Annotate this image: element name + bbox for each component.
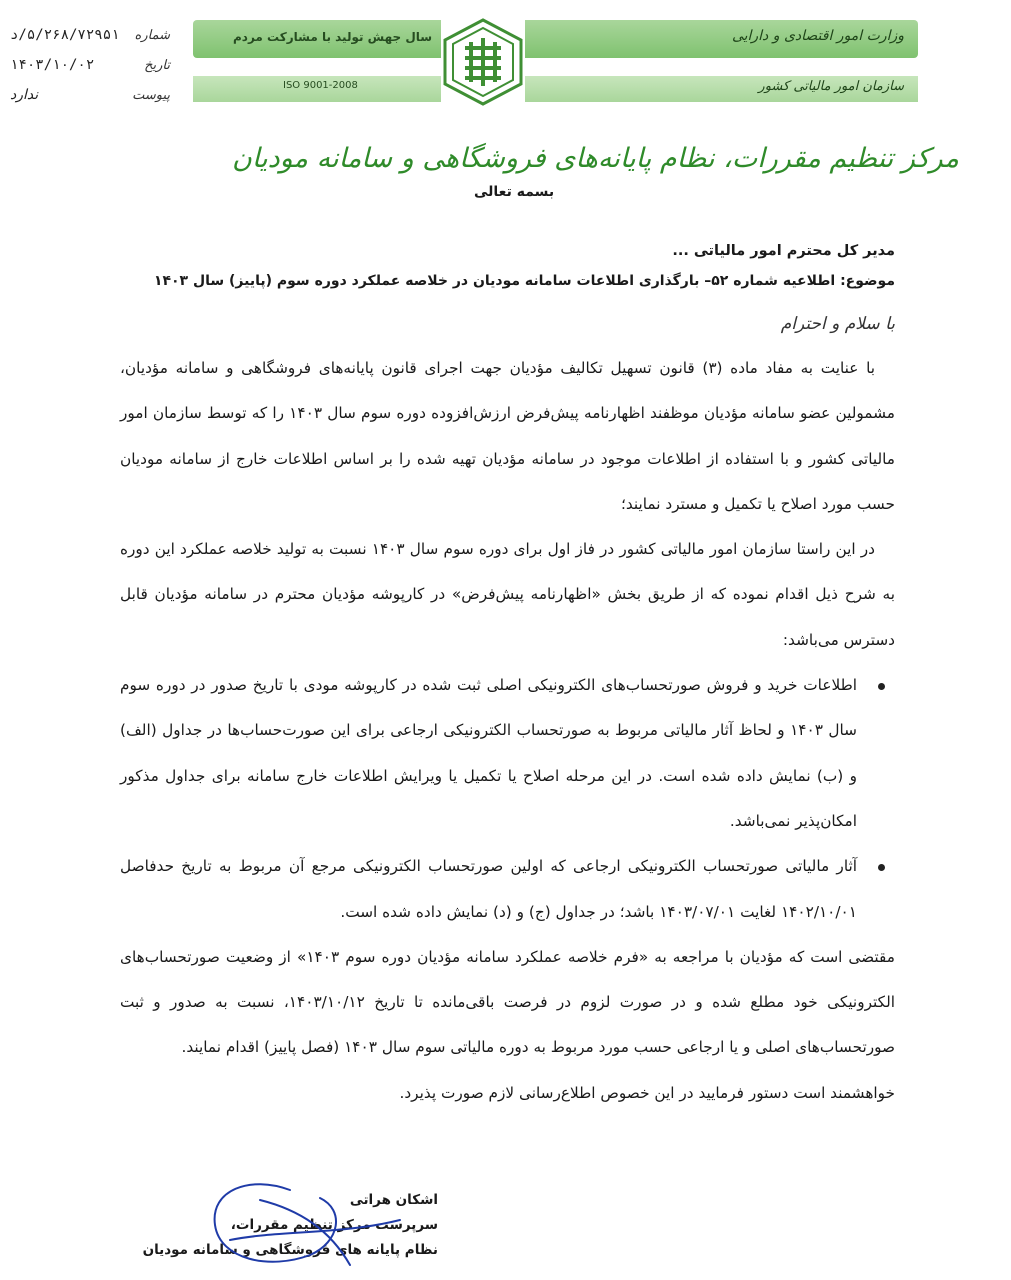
letter-date-value: ۱۴۰۳/۱۰/۰۲ — [10, 57, 95, 73]
signatory-name: اشکان هراتی — [349, 1192, 438, 1208]
ministry-name: وزارت امور اقتصادی و دارایی — [731, 28, 904, 44]
bullet-1-text: اطلاعات خرید و فروش صورتحساب‌های الکترونیکی اصلی ثبت شده در کارپوشه مودی با تاریخ صدور در دوره سوم سال ۱۴۰۳ و لحاظ آثار مالیاتی مربوط به صورتحساب الکترونیکی ارجاعی برای این صورت‌حساب‌ها در جداول (الف) و (ب) نمایش داده شده است. در این مرحله اصلاح یا تکمیل یا ویرایش اطلاعات خارج سامانه برای جداول مذکور امکان‌پذیر نمی‌باشد. — [120, 676, 857, 830]
attachment-label: پیوست — [132, 88, 170, 103]
bullet-icon — [878, 683, 885, 690]
signatory-title-line-2: نظام پایانه های فروشگاهی و سامانه مودیان — [142, 1242, 438, 1258]
signature-block — [142, 1188, 438, 1263]
attachment-row — [10, 80, 170, 110]
handwritten-signature — [140, 1170, 440, 1280]
paragraph-3: مقتضی است که مؤدیان با مراجعه به «فرم خلاصه عملکرد سامانه مؤدیان دوره سوم ۱۴۰۳» از وضعیت صورتحساب‌های الکترونیکی خود مطلع شده و در صورت لزوم در فرصت باقی‌مانده تا تاریخ ۱۴۰۳/۱۰/۱۲، نسبت به صدور و ثبت صورتحساب‌های اصلی و یا ارجاعی حسب مورد مربوط به دوره مالیاتی سوم سال ۱۴۰۳ (فصل پاییز) اقدام نمایند. — [120, 947, 895, 1057]
letter-number-label: شماره — [134, 28, 170, 43]
greeting: با سلام و احترام — [780, 314, 895, 334]
bullet-list — [120, 663, 895, 935]
list-item — [120, 844, 895, 935]
reference-block — [10, 20, 170, 110]
letter-body — [120, 234, 895, 1116]
bullet-2-text: آثار مالیاتی صورتحساب الکترونیکی ارجاعی که اولین صورتحساب الکترونیکی مرجع آن مربوط به تاریخ حدفاصل ۱۴۰۲/۱۰/۰۱ لغایت ۱۴۰۳/۰۷/۰۱ باشد؛ در جداول (ج) و (د) نمایش داده شده است. — [120, 857, 857, 921]
year-slogan: سال جهش تولید با مشارکت مردم — [233, 30, 433, 44]
bullet-icon — [878, 864, 885, 871]
letter-number-value: ۵/۲۶۸/۷۲۹۵۱/د — [10, 27, 120, 43]
iso-label: ISO 9001-2008 — [283, 80, 358, 91]
subject-line: موضوع: اطلاعیه شماره ۵۲– بارگذاری اطلاعات سامانه مودیان در خلاصه عملکرد دوره سوم (پاییز) سال ۱۴۰۳ — [153, 273, 895, 289]
paragraph-1: با عنایت به مفاد ماده (۳) قانون تسهیل تکالیف مؤدیان جهت اجرای قانون پایانه‌های فروشگاهی و سامانه مؤدیان، مشمولین عضو سامانه مؤدیان موظفند اظهارنامه پیش‌فرض ارزش‌افزوده دوره سوم سال ۱۴۰۳ را که توسط سازمان امور مالیاتی کشور و با استفاده از اطلاعات موجود در سامانه مؤدیان تهیه شده را بر اساس اطلاعات خارج از سامانه مودیان حسب مورد اصلاح یا تکمیل و مسترد نمایند؛ — [120, 359, 895, 513]
letter-date-label: تاریخ — [144, 58, 170, 73]
addressee: مدیر کل محترم امور مالیاتی ... — [672, 243, 895, 259]
letterhead-band — [193, 20, 918, 102]
letter-number-row — [10, 20, 170, 50]
list-item — [120, 663, 895, 844]
paragraph-2: در این راستا سازمان امور مالیاتی کشور در فاز اول برای دوره سوم سال ۱۴۰۳ نسبت به تولید خلاصه عملکرد این دوره به شرح ذیل اقدام نموده که از طریق بخش «اظهارنامه پیش‌فرض» در کارپوشه مؤدیان محترم در سامانه مؤدیان قابل دسترس می‌باشد: — [120, 540, 895, 649]
center-title: مرکز تنظیم مقررات، نظام پایانه‌های فروشگاهی و سامانه مودیان — [232, 143, 959, 174]
attachment-value: ندارد — [10, 87, 39, 103]
basmala: بسمه تعالی — [474, 184, 555, 200]
letter-date-row — [10, 50, 170, 80]
organization-name: سازمان امور مالیاتی کشور — [758, 79, 904, 94]
signatory-title-line-1: سرپرست مرکز تنظیم مقررات، — [230, 1217, 438, 1233]
tax-organization-emblem-icon — [441, 16, 525, 108]
closing-paragraph: خواهشمند است دستور فرمایید در این خصوص اطلاع‌رسانی لازم صورت پذیرد. — [399, 1083, 895, 1102]
